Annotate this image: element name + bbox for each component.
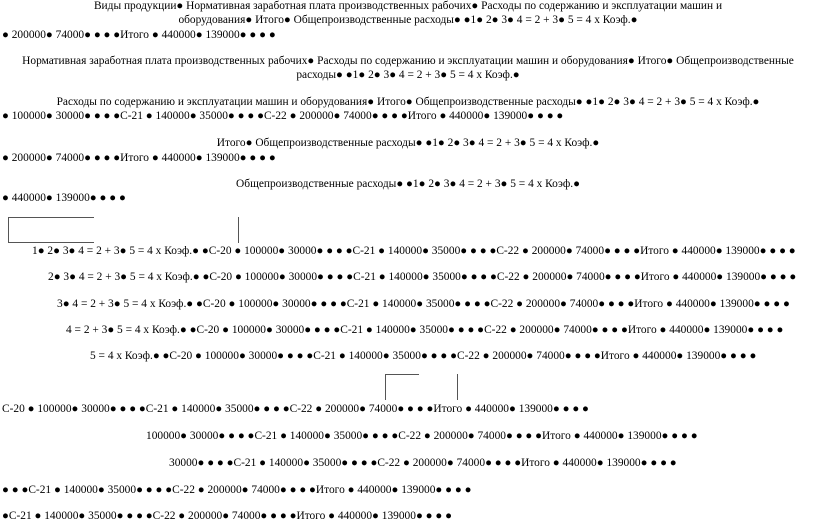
table-border-top [8,217,94,218]
text-line: Расходы по содержанию и эксплуатации машин и оборудования● Итого● Общепроизводственные расходы● ●1● 2● 3● 4 = 2 + 3● 5 = 4 х Коэф.● [56,96,760,108]
text-line: Общепроизводственные расходы● ●1● 2● 3● 4 = 2 + 3● 5 = 4 х Коэф.● [236,178,580,190]
text-line: ●С-21 ● 140000● 35000● ● ● ●С-22 ● 200000● 74000● ● ● ●Итого ● 440000● 139000● ● ● ● [2,510,453,522]
text-line: 30000● ● ● ●С-21 ● 140000● 35000● ● ● ●С-22 ● 200000● 74000● ● ● ●Итого ● 440000● 139000● ● ● ● [169,457,677,469]
text-line: С-20 ● 100000● 30000● ● ● ●С-21 ● 140000● 35000● ● ● ●С-22 ● 200000● 74000● ● ● ●Итого ● 440000● 139000● ● ● ● [2,403,589,415]
text-line: 5 = 4 х Коэф.● ●С-20 ● 100000● 30000● ● ● ●С-21 ● 140000● 35000● ● ● ●С-22 ● 200000● 74000● ● ● ●Итого ● 440000● 139000● ● ● ● [90,350,757,362]
text-line: оборудования● Итого● Общепроизводственные расходы● ●1● 2● 3● 4 = 2 + 3● 5 = 4 х Коэф.● [178,14,638,26]
table-border-top [385,374,419,375]
table-border-left [385,374,386,400]
text-line: 4 = 2 + 3● 5 = 4 х Коэф.● ●С-20 ● 100000● 30000● ● ● ●С-21 ● 140000● 35000● ● ● ●С-22 ● 200000● 74000● ● ● ●Итого ● 440000● 139000● ● ● ● [66,324,784,336]
text-line: 100000● 30000● ● ● ●С-21 ● 140000● 35000● ● ● ●С-22 ● 200000● 74000● ● ● ●Итого ● 440000● 139000● ● ● ● [146,430,698,442]
table-border-right [457,374,458,400]
text-line: ● 200000● 74000● ● ● ●Итого ● 440000● 139000● ● ● ● [2,29,276,41]
text-line: ● 200000● 74000● ● ● ●Итого ● 440000● 139000● ● ● ● [2,152,276,164]
text-line: Нормативная заработная плата производственных рабочих● Расходы по содержанию и эксплуатации машин и оборудования● Итого● Общепроизводственные [22,55,794,67]
text-line: ● 440000● 139000● ● ● ● [2,192,126,204]
text-line: Итого● Общепроизводственные расходы● ●1● 2● 3● 4 = 2 + 3● 5 = 4 х Коэф.● [216,137,600,149]
text-line: 1● 2● 3● 4 = 2 + 3● 5 = 4 х Коэф.● ●С-20 ● 100000● 30000● ● ● ●С-21 ● 140000● 35000● ● ● ●С-22 ● 200000● 74000● ● ● ●Итого ● 440000● 139000● ● ● ● [32,245,796,257]
text-line: ● 100000● 30000● ● ● ●С-21 ● 140000● 35000● ● ● ●С-22 ● 200000● 74000● ● ● ●Итого ● 440000● 139000● ● ● ● [2,110,564,122]
table-border-left [8,217,9,243]
text-line: 2● 3● 4 = 2 + 3● 5 = 4 х Коэф.● ●С-20 ● 100000● 30000● ● ● ●С-21 ● 140000● 35000● ● ● ●С-22 ● 200000● 74000● ● ● ●Итого ● 440000● 139000● ● ● ● [48,271,797,283]
table-border-right [238,217,239,243]
text-line: Виды продукции● Нормативная заработная плата производственных рабочих● Расходы по содержанию и эксплуатации машин и [93,0,723,12]
table-border-bottom [8,242,94,243]
text-line: ● ● ●С-21 ● 140000● 35000● ● ● ●С-22 ● 200000● 74000● ● ● ●Итого ● 440000● 139000● ● ● ● [2,484,472,496]
text-line: расходы● ●1● 2● 3● 4 = 2 + 3● 5 = 4 х Коэф.● [296,69,520,81]
text-line: 3● 4 = 2 + 3● 5 = 4 х Коэф.● ●С-20 ● 100000● 30000● ● ● ●С-21 ● 140000● 35000● ● ● ●С-22 ● 200000● 74000● ● ● ●Итого ● 440000● 139000● ● ● ● [57,298,790,310]
